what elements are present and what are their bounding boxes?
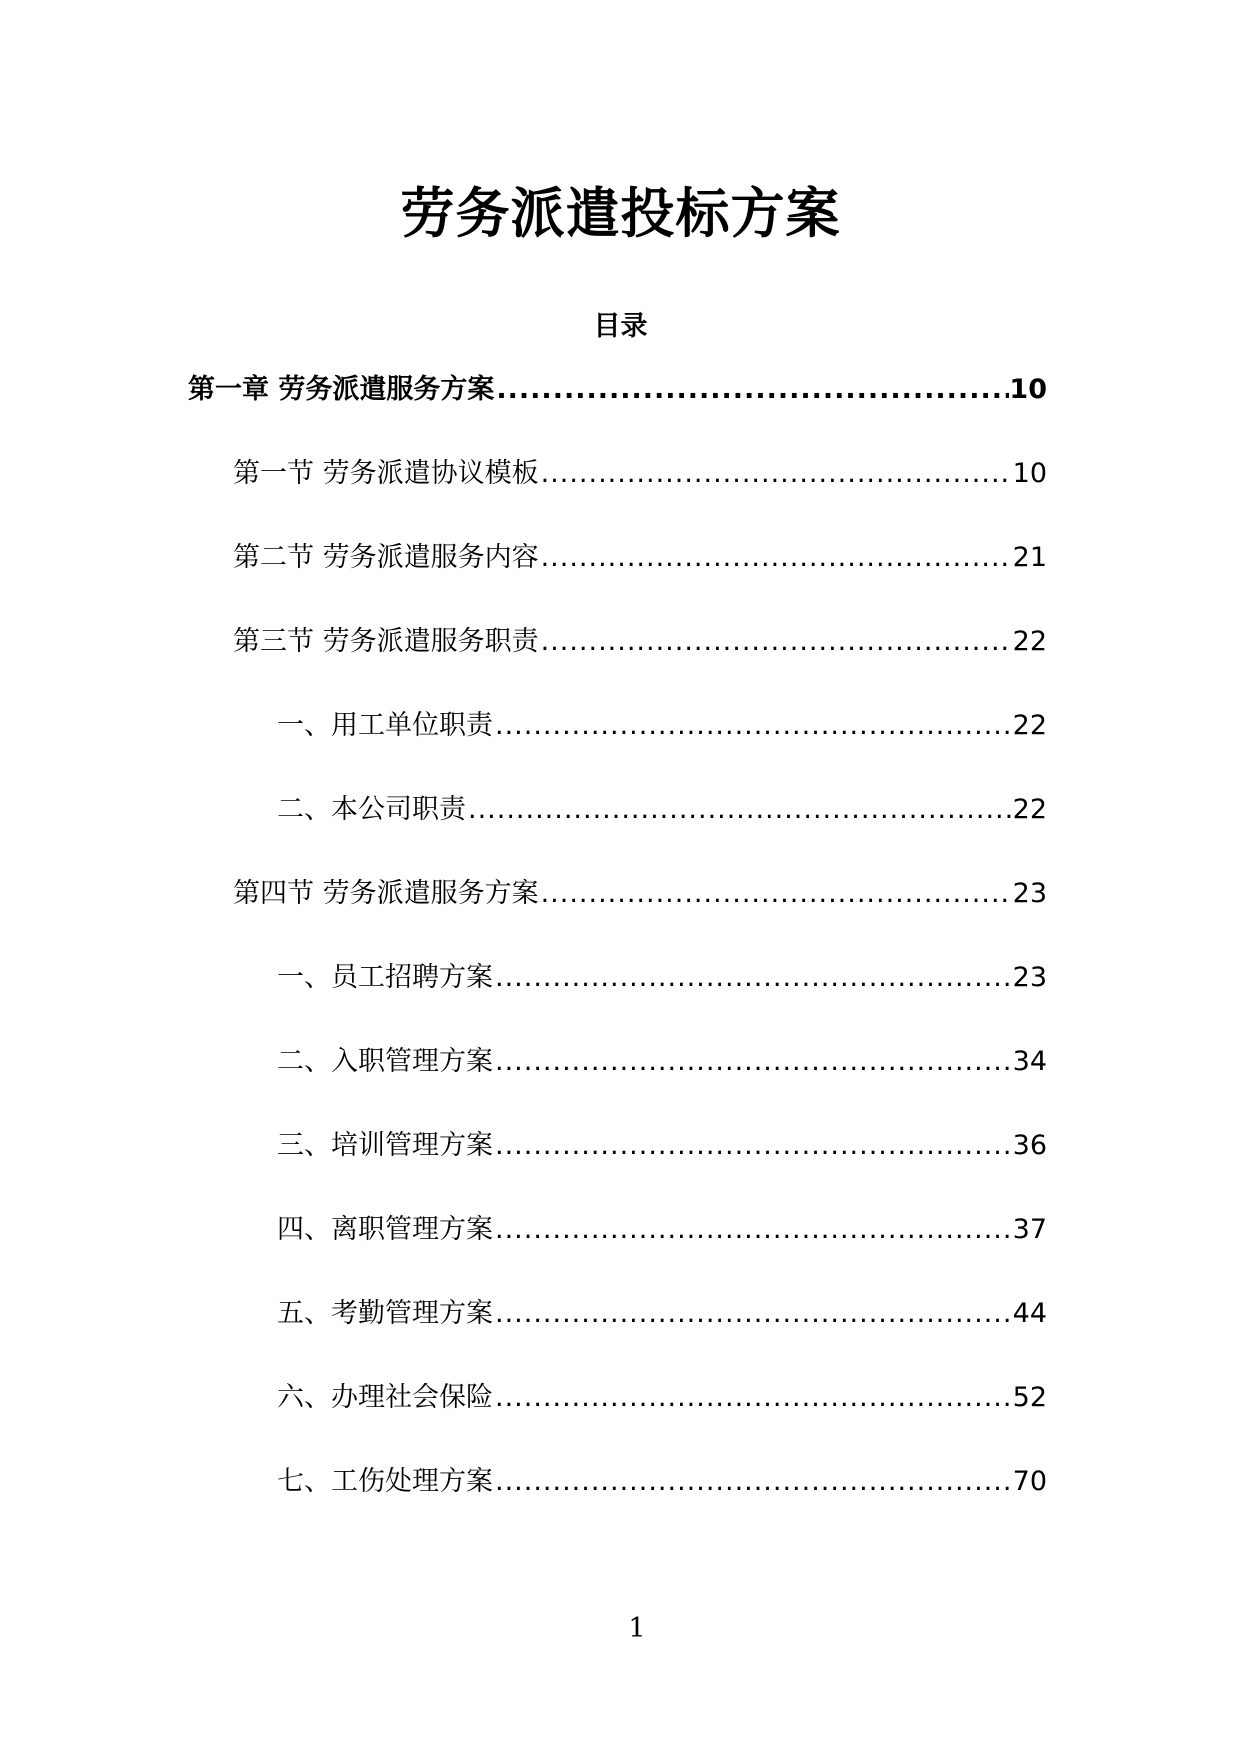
toc-entry-label: 四、离职管理方案 [277,1214,493,1245]
toc-dot-leader [466,790,1013,830]
toc-entry-page: 52 [1012,1382,1047,1413]
page-number: 1 [628,1613,646,1644]
toc-entry[interactable] [277,790,1047,830]
toc-entry-page: 36 [1012,1130,1047,1161]
toc-entry-label: 二、入职管理方案 [277,1046,493,1077]
toc-entry[interactable] [277,1042,1047,1082]
toc-entry-page: 70 [1012,1466,1047,1497]
toc-dot-leader [539,622,1013,662]
toc-entry-page: 21 [1012,542,1047,573]
toc-entry-page: 22 [1012,626,1047,657]
toc-dot-leader [539,874,1013,914]
toc-dot-leader [539,454,1013,494]
toc-entry-label: 第一节 劳务派遣协议模板 [233,458,539,489]
toc-entry-label: 五、考勤管理方案 [277,1298,493,1329]
toc-entry-page: 23 [1012,878,1047,909]
toc-entry-label: 六、办理社会保险 [277,1382,493,1413]
toc-dot-leader [493,1462,1013,1502]
toc-dot-leader [493,706,1013,746]
toc-dot-leader [493,1042,1013,1082]
toc-dot-leader [539,538,1013,578]
toc-entry-page: 22 [1012,794,1047,825]
toc-entry[interactable] [233,874,1047,914]
toc-dot-leader [494,370,1009,410]
toc-entry-label: 第一章 劳务派遣服务方案 [188,374,495,405]
toc-entry-page: 10 [1009,374,1047,405]
toc-entry[interactable] [277,958,1047,998]
toc-entry-label: 第三节 劳务派遣服务职责 [233,626,539,657]
toc-entry[interactable] [277,1210,1047,1250]
toc-entry-label: 七、工伤处理方案 [277,1466,493,1497]
toc-dot-leader [493,1294,1013,1334]
toc-entry-label: 一、员工招聘方案 [277,962,493,993]
toc-entry[interactable] [188,370,1047,410]
toc-entry[interactable] [233,538,1047,578]
toc-heading: 目录 [593,311,648,342]
toc-entry[interactable] [277,1294,1047,1334]
toc-entry-page: 10 [1012,458,1047,489]
toc-entry-label: 一、用工单位职责 [277,710,493,741]
toc-entry-page: 22 [1012,710,1047,741]
document-title: 劳务派遣投标方案 [400,182,841,245]
toc-entry-label: 第四节 劳务派遣服务方案 [233,878,539,909]
toc-dot-leader [493,1210,1013,1250]
toc-entry[interactable] [277,706,1047,746]
toc-dot-leader [493,1378,1013,1418]
toc-entry[interactable] [277,1126,1047,1166]
toc-entry[interactable] [277,1378,1047,1418]
toc-entry-page: 23 [1012,962,1047,993]
toc-entry[interactable] [233,622,1047,662]
toc-dot-leader [493,1126,1013,1166]
toc-entry-page: 37 [1012,1214,1047,1245]
toc-entry-page: 34 [1012,1046,1047,1077]
toc-entry-page: 44 [1012,1298,1047,1329]
toc-entry-label: 二、本公司职责 [277,794,466,825]
toc-entry-label: 第二节 劳务派遣服务内容 [233,542,539,573]
toc-entry[interactable] [233,454,1047,494]
toc-dot-leader [493,958,1013,998]
toc-entry[interactable] [277,1462,1047,1502]
toc-entry-label: 三、培训管理方案 [277,1130,493,1161]
